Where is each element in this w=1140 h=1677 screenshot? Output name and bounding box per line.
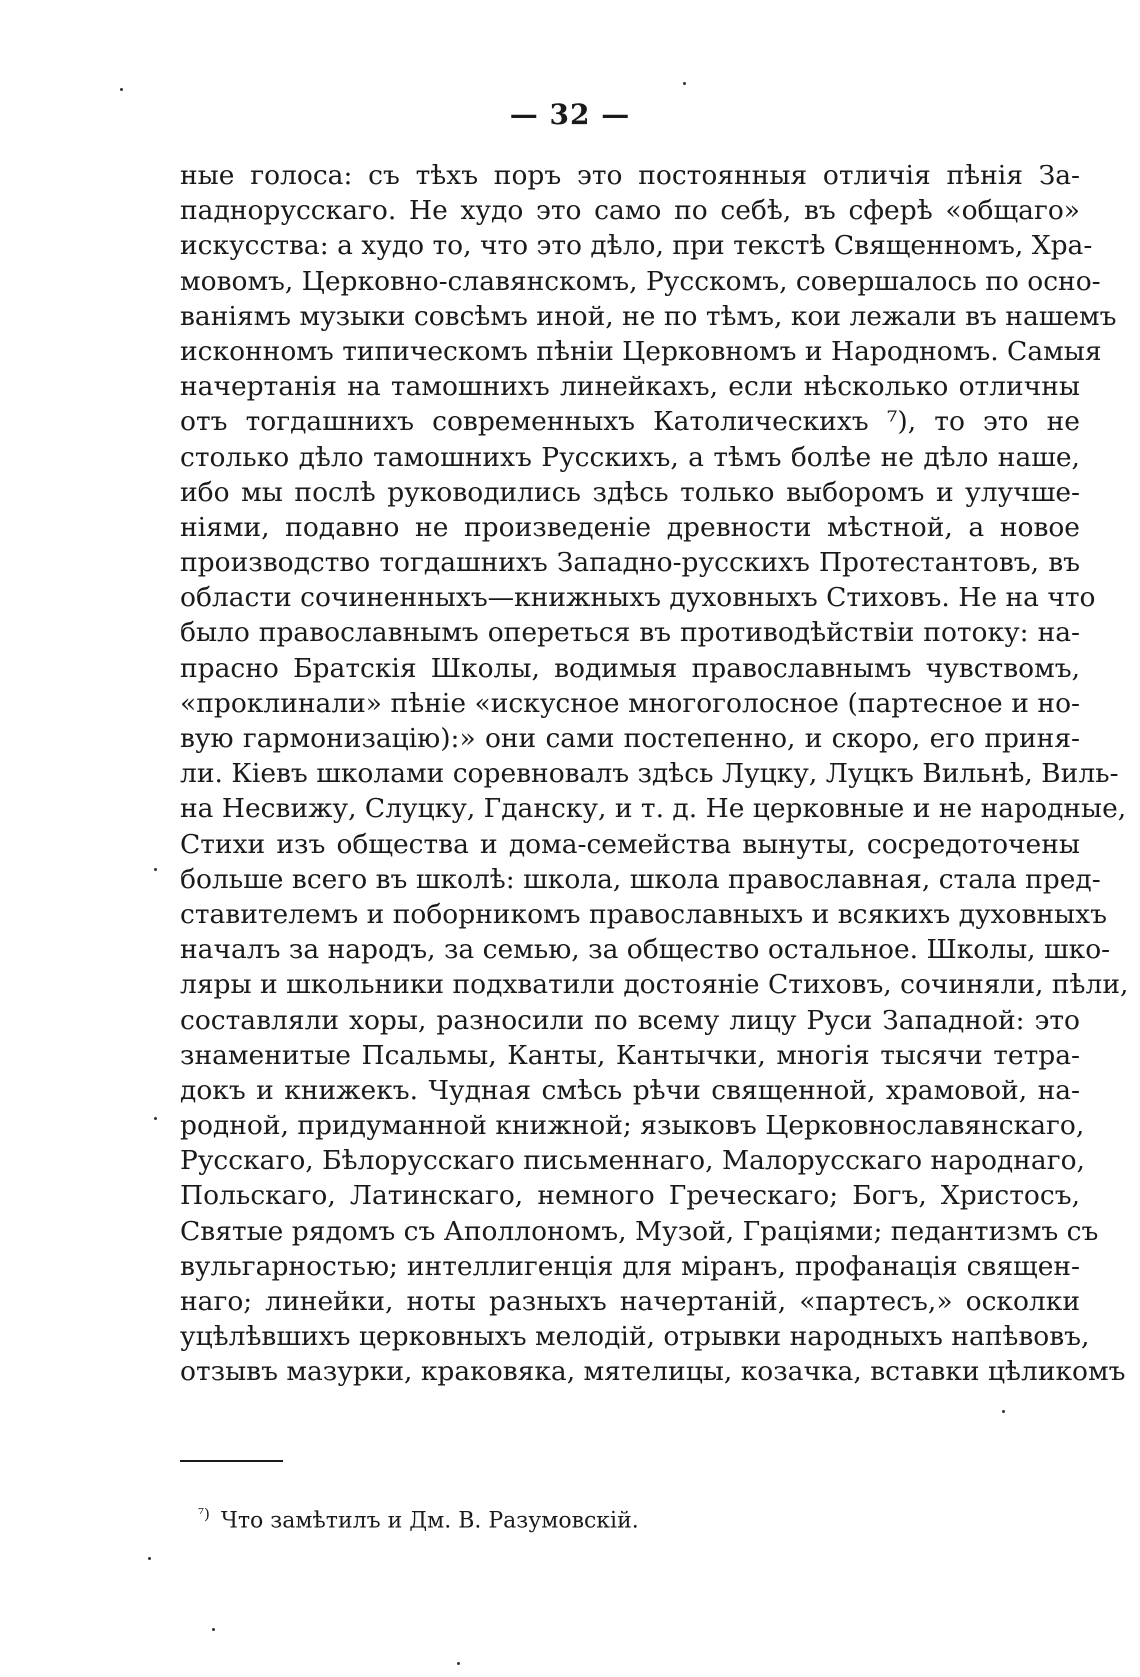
text-line: производство тогдашнихъ Западно-русскихъ Протестантовъ, въ	[180, 547, 1080, 579]
scan-speck	[1002, 1410, 1005, 1413]
text-line: вульгарностью; интеллигенція для міранъ, профанація священ-	[180, 1250, 1080, 1282]
text-line: Польскаго, Латинскаго, немного Греческаго; Богъ, Христосъ,	[180, 1180, 1080, 1212]
text-line: исконномъ типическомъ пѣніи Церковномъ и Народномъ. Самыя	[180, 335, 1102, 367]
text-line: ніями, подавно не произведеніе древности мѣстной, а новое	[180, 511, 1080, 543]
scan-speck	[154, 1117, 157, 1120]
text-line: ные голоса: съ тѣхъ поръ это постоянныя отличія пѣнія За-	[180, 160, 1080, 191]
text-line: докъ и книжекъ. Чудная смѣсь рѣчи священной, храмовой, на-	[180, 1074, 1080, 1106]
text-line: искусства: а худо то, что это дѣло, при текстѣ Священномъ, Хра-	[180, 230, 1093, 262]
scan-speck	[148, 1557, 151, 1560]
page-number: — 32 —	[509, 98, 631, 131]
text-line: ставителемъ и поборникомъ православныхъ и всякихъ духовныхъ	[180, 898, 1107, 930]
scan-speck	[120, 88, 123, 91]
text-line: паднорусскаго. Не худо это само по себѣ, въ сферѣ «общаго»	[180, 195, 1080, 227]
footnote-rule	[180, 1460, 283, 1462]
text-line: прасно Братскія Школы, водимыя православнымъ чувствомъ,	[180, 652, 1080, 684]
text-line: составляли хоры, разносили по всему лицу Руси Западной: это	[180, 1004, 1080, 1036]
body-text	[180, 158, 1129, 1390]
text-line: началъ за народъ, за семью, за общество остальное. Школы, шко-	[180, 934, 1111, 966]
text-line: мовомъ, Церковно-славянскомъ, Русскомъ, совершалось по осно-	[180, 265, 1101, 297]
text-line: «проклинали» пѣніе «искусное многоголосное (партесное и но-	[180, 687, 1080, 719]
text-line: было православнымъ опереться въ противодѣйствіи потоку: на-	[180, 617, 1080, 649]
text-line: отзывъ мазурки, краковяка, мятелицы, козачка, вставки цѣликомъ	[180, 1356, 1126, 1388]
text-line: ляры и школьники подхватили достояніе Стиховъ, сочиняли, пѣли,	[180, 969, 1129, 1001]
text-line: Русскаго, Бѣлорусскаго письменнаго, Малорусскаго народнаго,	[180, 1145, 1085, 1177]
text-line: вую гармонизацію):» они сами постепенно, и скоро, его приня-	[180, 723, 1080, 754]
footnote-mark: ⁷)	[198, 1505, 210, 1523]
text-line: родной, придуманной книжной; языковъ Церковнославянскаго,	[180, 1110, 1085, 1142]
scan-speck	[154, 868, 157, 871]
scan-speck	[683, 82, 686, 85]
text-line: больше всего въ школѣ: школа, школа православная, стала пред-	[180, 863, 1101, 895]
footnote	[198, 1500, 639, 1535]
text-line: отъ тогдашнихъ современныхъ Католическихъ ⁷), то это не	[180, 406, 1080, 438]
text-line: наго; линейки, ноты разныхъ начертаній, «партесъ,» осколки	[180, 1286, 1080, 1317]
scan-speck	[212, 1628, 215, 1631]
text-line: на Несвижу, Слуцку, Гданску, и т. д. Не церковные и не народные,	[180, 793, 1127, 825]
text-line: ваніямъ музыки совсѣмъ иной, не по тѣмъ, кои лежали въ нашемъ	[180, 300, 1117, 332]
text-line: столько дѣло тамошнихъ Русскихъ, а тѣмъ болѣе не дѣло наше,	[180, 441, 1080, 473]
text-line: знаменитые Псальмы, Канты, Кантычки, многія тысячи тетра-	[180, 1039, 1080, 1071]
text-line: ибо мы послѣ руководились здѣсь только выборомъ и улучше-	[180, 476, 1080, 508]
text-line: области сочиненныхъ—книжныхъ духовныхъ Стиховъ. Не на что	[180, 582, 1096, 614]
text-line: начертанія на тамошнихъ линейкахъ, если нѣсколько отличны	[180, 371, 1080, 403]
text-line: Святые рядомъ съ Аполлономъ, Музой, Граціями; педантизмъ съ	[180, 1215, 1099, 1247]
text-line: Стихи изъ общества и дома-семейства вынуты, сосредоточены	[180, 828, 1080, 860]
text-line: ли. Кіевъ школами соревновалъ здѣсь Луцку, Луцкъ Вильнѣ, Виль-	[180, 758, 1119, 790]
scan-speck	[457, 1662, 460, 1665]
text-line: уцѣлѣвшихъ церковныхъ мелодій, отрывки народныхъ напѣвовъ,	[180, 1321, 1090, 1353]
footnote-text: Что замѣтилъ и Дм. В. Разумовскій.	[220, 1508, 639, 1534]
